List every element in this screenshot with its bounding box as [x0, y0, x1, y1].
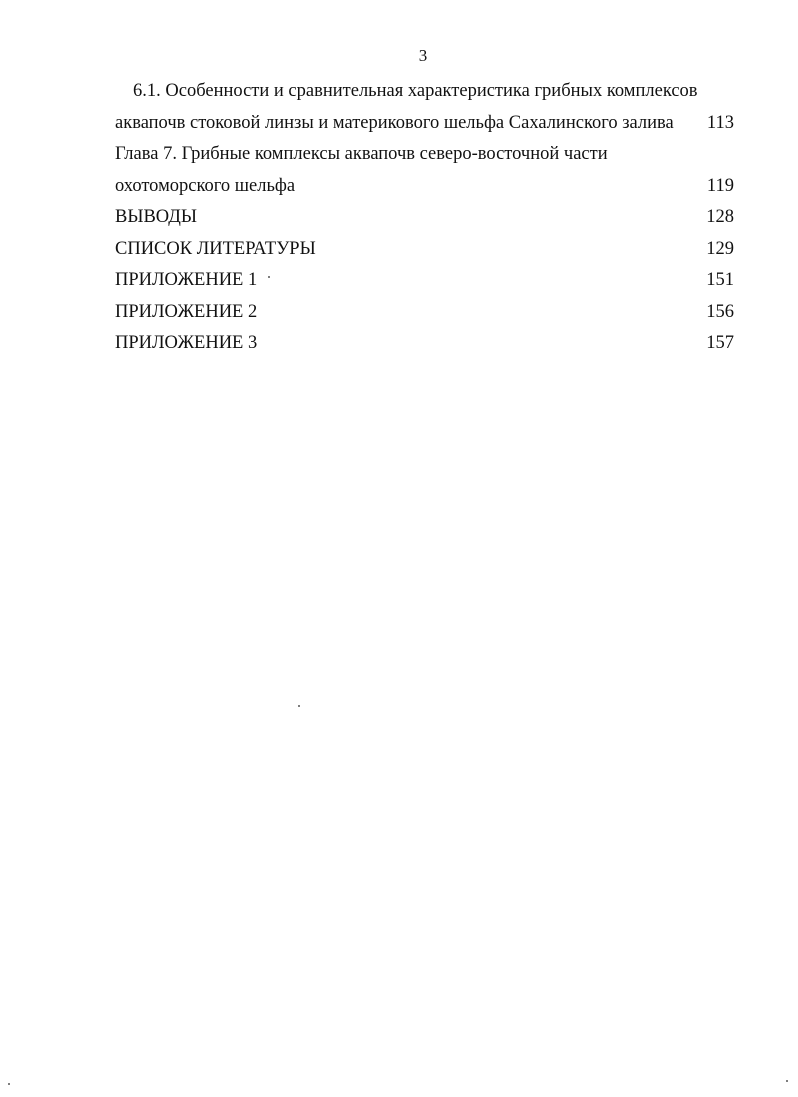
toc-entry-page: 156	[706, 301, 734, 322]
page-number: 3	[418, 46, 428, 65]
toc-entry-page: 129	[706, 238, 734, 259]
toc-entry-title: ВЫВОДЫ	[115, 207, 198, 227]
toc-entry-page: 151	[706, 270, 734, 290]
toc-entry	[115, 265, 734, 297]
toc-entry	[115, 171, 734, 203]
toc-entry-title: ПРИЛОЖЕНИЕ 1	[115, 270, 258, 290]
toc-entry	[115, 202, 734, 234]
scan-speck	[786, 1080, 788, 1082]
toc-entry-title: аквапочв стоковой линзы и материкового шельфа Сахалинского залива	[115, 112, 674, 133]
toc-entry-title: ПРИЛОЖЕНИЕ 3	[115, 333, 258, 353]
toc-entry	[115, 234, 734, 266]
scan-speck	[268, 276, 270, 278]
toc-entry-page: 128	[706, 207, 734, 227]
toc-entry-title: ПРИЛОЖЕНИЕ 2	[115, 301, 258, 322]
scan-speck	[298, 705, 300, 707]
toc-entry-page: 157	[706, 333, 734, 353]
toc-entry-title: охотоморского шельфа	[115, 175, 296, 196]
toc-entry	[115, 328, 734, 360]
toc-entry-title: 6.1. Особенности и сравнительная характеристика грибных комплексов	[133, 81, 698, 101]
toc-entry-title: СПИСОК ЛИТЕРАТУРЫ	[115, 238, 316, 259]
toc-entry	[115, 297, 734, 329]
toc-entry	[115, 108, 734, 140]
table-of-contents	[115, 76, 734, 360]
toc-entry-page: 113	[706, 112, 734, 133]
scan-speck	[8, 1083, 10, 1085]
toc-entry-title: Глава 7. Грибные комплексы аквапочв северо-восточной части	[115, 144, 608, 164]
toc-entry	[115, 76, 734, 108]
toc-entry	[115, 139, 734, 171]
toc-entry-page: 119	[706, 175, 734, 196]
